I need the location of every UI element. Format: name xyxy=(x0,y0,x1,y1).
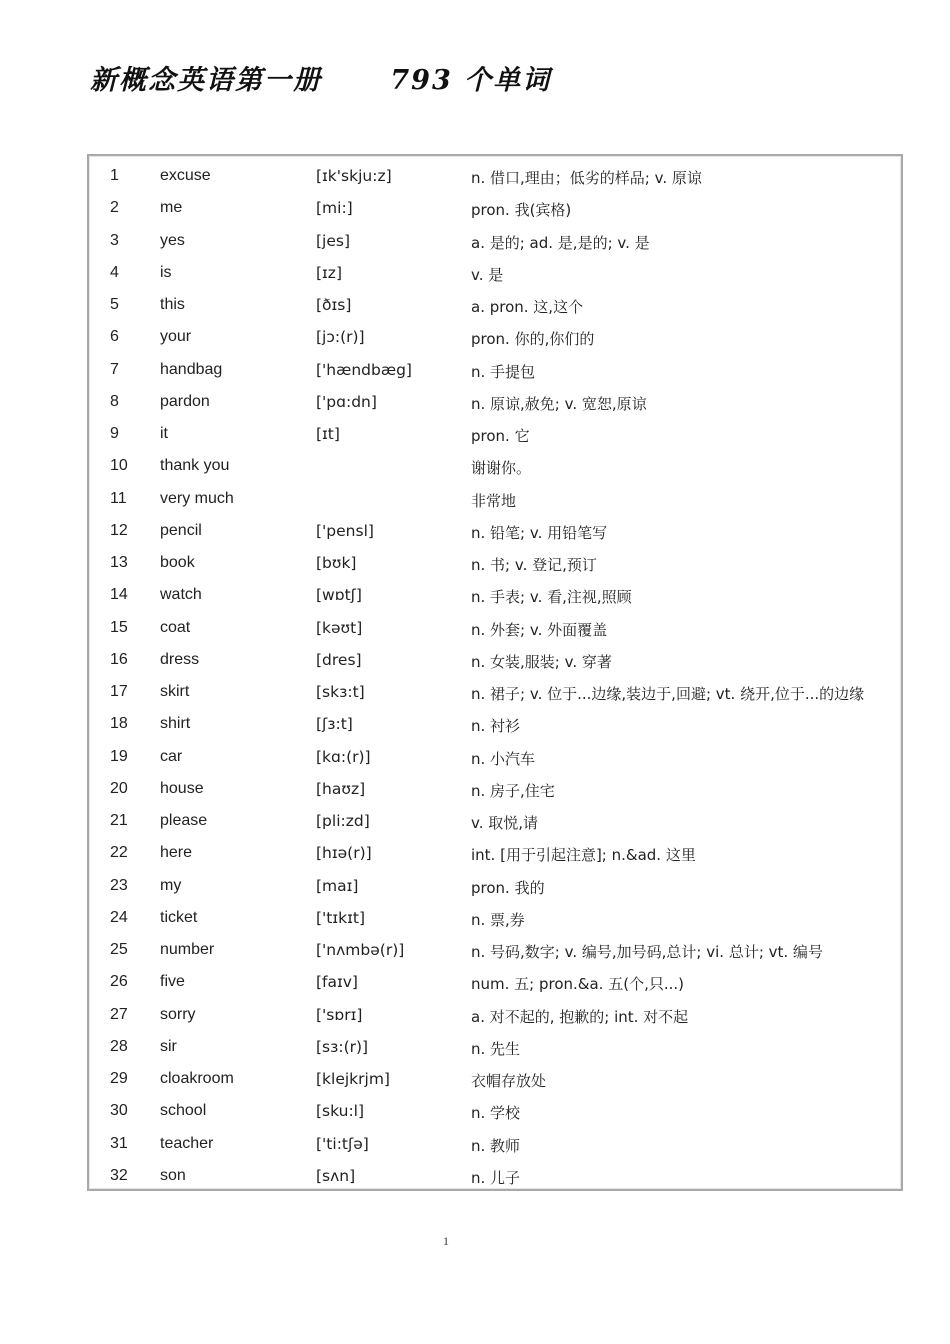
table-row xyxy=(89,353,901,385)
row-number: 29 xyxy=(110,1070,128,1087)
row-number: 25 xyxy=(110,941,128,958)
row-definition: n. 手表; v. 看,注视,照顾 xyxy=(471,588,632,607)
row-number: 13 xyxy=(110,554,128,571)
table-row xyxy=(89,675,901,707)
row-definition: n. 号码,数字; v. 编号,加号码,总计; vi. 总计; vt. 编号 xyxy=(471,943,823,961)
row-number: 16 xyxy=(110,650,128,668)
table-row xyxy=(89,772,901,804)
table-row xyxy=(89,740,901,772)
row-word: here xyxy=(160,844,193,862)
row-definition: pron. 你的,你们的 xyxy=(471,330,595,349)
row-word: five xyxy=(160,973,185,991)
row-phonetic: [sʌn] xyxy=(316,1166,356,1185)
table-row xyxy=(89,643,901,675)
table-row xyxy=(89,901,901,933)
row-definition: n. 小汽车 xyxy=(471,749,536,768)
row-phonetic: ['hændbæg] xyxy=(316,360,412,379)
table-row xyxy=(89,611,901,643)
row-definition: n. 手提包 xyxy=(471,362,536,381)
row-number: 24 xyxy=(110,908,128,926)
row-word: school xyxy=(160,1102,207,1120)
row-word: sorry xyxy=(160,1005,196,1023)
row-phonetic: [dres] xyxy=(316,650,362,669)
row-word: please xyxy=(160,812,208,829)
row-definition: a. 是的; ad. 是,是的; v. 是 xyxy=(471,233,650,252)
row-number: 31 xyxy=(110,1134,128,1152)
row-word: cloakroom xyxy=(160,1070,234,1087)
row-phonetic: ['tɪkɪt] xyxy=(316,908,366,927)
row-word: teacher xyxy=(160,1134,214,1152)
row-number: 18 xyxy=(110,715,128,733)
row-definition: n. 外套; v. 外面覆盖 xyxy=(471,620,608,639)
row-definition: 非常地 xyxy=(471,491,517,510)
row-number: 26 xyxy=(110,973,128,991)
table-row xyxy=(89,1030,901,1062)
row-word: watch xyxy=(160,586,202,604)
row-phonetic: [haʊz] xyxy=(316,779,366,798)
row-definition: n. 书; v. 登记,预订 xyxy=(471,556,597,574)
row-number: 7 xyxy=(110,360,119,378)
row-definition: 衣帽存放处 xyxy=(471,1072,547,1090)
row-word: handbag xyxy=(160,360,223,378)
row-definition: pron. 它 xyxy=(471,427,530,445)
row-number: 3 xyxy=(110,231,119,249)
row-word: shirt xyxy=(160,715,191,733)
table-row xyxy=(89,256,901,288)
row-phonetic: [mi:] xyxy=(316,199,353,218)
table-row xyxy=(89,869,901,901)
row-number: 30 xyxy=(110,1102,128,1120)
row-word: thank you xyxy=(160,457,230,475)
table-row xyxy=(89,998,901,1030)
row-word: pencil xyxy=(160,521,202,539)
row-phonetic: [ɪk'skju:z] xyxy=(316,167,392,185)
table-row xyxy=(89,1159,901,1191)
row-definition: n. 衬衫 xyxy=(471,717,521,736)
row-number: 6 xyxy=(110,328,119,346)
row-phonetic: [jes] xyxy=(316,231,351,250)
table-row xyxy=(89,546,901,578)
row-definition: v. 取悦,请 xyxy=(471,814,539,832)
row-definition: n. 铅笔; v. 用铅笔写 xyxy=(471,523,608,542)
table-row xyxy=(89,159,901,191)
row-phonetic: [bʊk] xyxy=(316,554,357,572)
table-row xyxy=(89,449,901,481)
row-word: pardon xyxy=(160,392,210,410)
row-definition: pron. 我的 xyxy=(471,878,545,897)
table-row xyxy=(89,224,901,256)
table-row xyxy=(89,191,901,223)
table-row xyxy=(89,288,901,320)
row-word: number xyxy=(160,941,215,958)
row-word: very much xyxy=(160,489,234,507)
row-number: 17 xyxy=(110,683,128,700)
row-number: 28 xyxy=(110,1037,128,1055)
row-phonetic: ['ti:tʃə] xyxy=(316,1134,369,1153)
row-phonetic: [klejkrjm] xyxy=(316,1070,390,1088)
row-phonetic: [ɪt] xyxy=(316,425,340,443)
table-row xyxy=(89,965,901,997)
row-definition: a. 对不起的, 抱歉的; int. 对不起 xyxy=(471,1007,689,1026)
row-phonetic: [maɪ] xyxy=(316,876,359,895)
table-row xyxy=(89,320,901,352)
row-definition: a. pron. 这,这个 xyxy=(471,298,584,316)
table-row xyxy=(89,1094,901,1126)
row-definition: 谢谢你。 xyxy=(471,459,532,478)
table-row xyxy=(89,1127,901,1159)
row-phonetic: [hɪə(r)] xyxy=(316,844,372,863)
row-word: this xyxy=(160,296,185,313)
row-word: excuse xyxy=(160,167,211,184)
row-number: 32 xyxy=(110,1166,128,1184)
row-definition: num. 五; pron.&a. 五(个,只...) xyxy=(471,975,684,994)
row-phonetic: [sku:l] xyxy=(316,1102,365,1121)
row-phonetic: [pli:zd] xyxy=(316,812,370,830)
row-phonetic: ['nʌmbə(r)] xyxy=(316,941,405,959)
row-definition: n. 房子,住宅 xyxy=(471,781,555,800)
row-number: 27 xyxy=(110,1005,128,1023)
row-phonetic: [jɔ:(r)] xyxy=(316,328,365,347)
row-word: sir xyxy=(160,1037,177,1055)
row-definition: int. [用于引起注意]; n.&ad. 这里 xyxy=(471,846,696,865)
table-row xyxy=(89,933,901,965)
row-phonetic: ['sɒrɪ] xyxy=(316,1005,363,1024)
row-phonetic: [ʃɜ:t] xyxy=(316,715,353,734)
row-word: it xyxy=(160,425,168,442)
row-word: me xyxy=(160,199,183,217)
row-definition: pron. 我(宾格) xyxy=(471,201,572,220)
row-phonetic: [faɪv] xyxy=(316,973,358,992)
table-row xyxy=(89,385,901,417)
row-phonetic: [kɑ:(r)] xyxy=(316,747,371,766)
row-number: 1 xyxy=(110,167,119,184)
row-phonetic: [ðɪs] xyxy=(316,296,352,314)
page-number: 1 xyxy=(443,1234,449,1248)
row-definition: n. 学校 xyxy=(471,1104,521,1123)
row-word: your xyxy=(160,328,192,346)
table-row xyxy=(89,417,901,449)
row-number: 12 xyxy=(110,521,128,539)
row-phonetic: [kəʊt] xyxy=(316,618,363,637)
row-word: my xyxy=(160,876,182,894)
page-title: 新概念英语第一册 793 个单词 xyxy=(90,65,552,96)
row-number: 19 xyxy=(110,747,128,765)
row-number: 23 xyxy=(110,876,128,894)
row-phonetic: ['pɑ:dn] xyxy=(316,392,377,411)
row-word: dress xyxy=(160,650,200,668)
row-definition: n. 女装,服装; v. 穿著 xyxy=(471,652,612,671)
row-word: ticket xyxy=(160,908,198,926)
row-number: 22 xyxy=(110,844,128,862)
row-number: 20 xyxy=(110,779,128,797)
row-number: 11 xyxy=(110,489,127,507)
row-definition: n. 借口,理由；低劣的样品; v. 原谅 xyxy=(471,169,702,187)
row-number: 4 xyxy=(110,263,119,281)
row-word: house xyxy=(160,779,204,797)
row-number: 15 xyxy=(110,618,128,636)
row-word: skirt xyxy=(160,683,190,700)
row-phonetic: [wɒtʃ] xyxy=(316,586,362,605)
row-word: son xyxy=(160,1166,186,1184)
row-number: 21 xyxy=(110,812,128,829)
row-definition: n. 教师 xyxy=(471,1136,521,1155)
row-word: car xyxy=(160,747,183,765)
row-phonetic: [ɪz] xyxy=(316,263,342,282)
table-row xyxy=(89,1062,901,1094)
row-definition: n. 裙子; v. 位于...边缘,装边于,回避; vt. 绕开,位于...的边缘 xyxy=(471,685,865,703)
table-row xyxy=(89,514,901,546)
row-definition: n. 原谅,赦免; v. 宽恕,原谅 xyxy=(471,394,647,413)
row-word: coat xyxy=(160,618,191,636)
row-number: 14 xyxy=(110,586,128,604)
table-row xyxy=(89,578,901,610)
row-number: 9 xyxy=(110,425,119,442)
table-row xyxy=(89,707,901,739)
row-phonetic: [skɜ:t] xyxy=(316,683,365,701)
row-phonetic: [sɜ:(r)] xyxy=(316,1037,369,1056)
row-number: 5 xyxy=(110,296,119,313)
row-definition: n. 先生 xyxy=(471,1039,521,1058)
row-word: book xyxy=(160,554,195,571)
table-row xyxy=(89,482,901,514)
row-word: yes xyxy=(160,231,185,249)
row-number: 10 xyxy=(110,457,128,475)
vocab-table xyxy=(87,154,903,1191)
row-definition: n. 儿子 xyxy=(471,1168,521,1187)
table-row xyxy=(89,836,901,868)
row-number: 8 xyxy=(110,392,119,410)
row-number: 2 xyxy=(110,199,119,217)
row-word: is xyxy=(160,263,172,281)
row-definition: n. 票,券 xyxy=(471,910,525,929)
row-definition: v. 是 xyxy=(471,265,504,284)
row-phonetic: ['pensl] xyxy=(316,521,374,540)
table-row xyxy=(89,804,901,836)
